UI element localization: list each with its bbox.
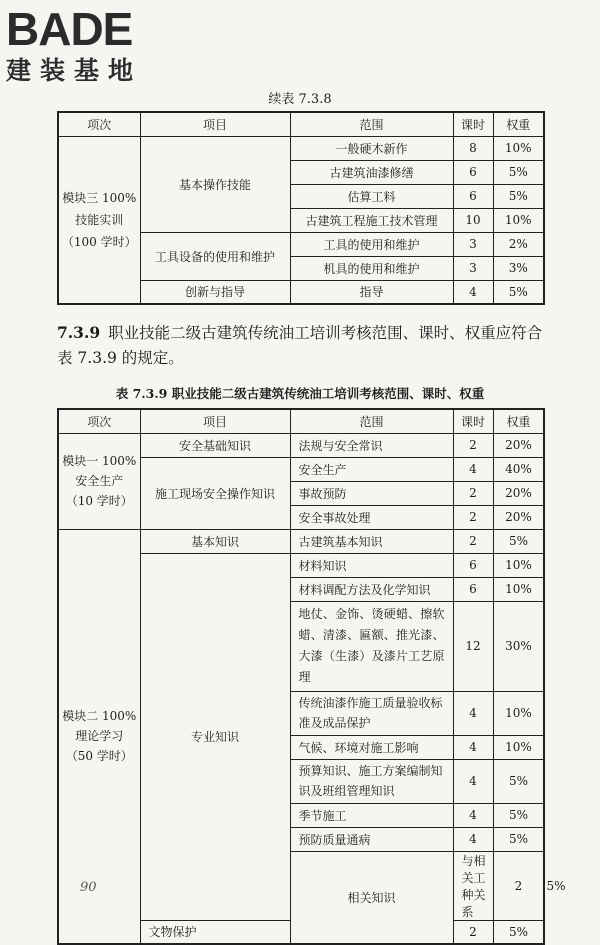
range-cell: 气候、环境对施工影响 <box>290 735 453 759</box>
header-cell: 项次 <box>58 409 140 433</box>
range-cell: 传统油漆作施工质量验收标准及成品保护 <box>290 691 453 735</box>
range-cell: 古建筑工程施工技术管理 <box>290 208 453 232</box>
item-cell: 安全基础知识 <box>140 433 290 457</box>
table-row <box>58 433 544 457</box>
range-cell: 安全生产 <box>290 457 453 481</box>
item-cell: 专业知识 <box>140 553 290 920</box>
item-cell: 基本知识 <box>140 529 290 553</box>
hours-cell: 4 <box>453 735 493 759</box>
hours-cell: 4 <box>453 827 493 851</box>
hours-cell: 2 <box>453 433 493 457</box>
range-cell: 工具的使用和维护 <box>290 232 453 256</box>
item-cell: 工具设备的使用和维护 <box>140 232 290 280</box>
table-row <box>58 136 544 160</box>
hours-cell: 12 <box>453 601 493 691</box>
range-cell: 指导 <box>290 280 453 304</box>
module-cell: 模块二 100% 理论学习 （50 学时） <box>58 529 140 944</box>
header-cell: 项次 <box>58 112 140 136</box>
table2-caption: 表 7.3.9 职业技能二级古建筑传统油工培训考核范围、课时、权重 <box>115 386 485 401</box>
range-cell: 季节施工 <box>290 803 453 827</box>
range-cell: 材料知识 <box>290 553 453 577</box>
weight-cell: 10% <box>493 577 544 601</box>
weight-cell: 5% <box>493 803 544 827</box>
range-cell: 材料调配方法及化学知识 <box>290 577 453 601</box>
range-cell: 安全事故处理 <box>290 505 453 529</box>
header-cell: 课时 <box>453 409 493 433</box>
range-cell: 事故预防 <box>290 481 453 505</box>
module-cell: 模块一 100% 安全生产 （10 学时） <box>58 433 140 529</box>
hours-cell: 4 <box>453 691 493 735</box>
table-7-3-9 <box>57 408 566 945</box>
logo-wordmark: BADE <box>6 3 133 55</box>
item-cell: 相关知识 <box>290 851 453 944</box>
weight-cell: 10% <box>493 208 544 232</box>
logo-subtitle: 建装基地 <box>6 56 143 85</box>
weight-cell: 10% <box>493 691 544 735</box>
range-cell: 预算知识、施工方案编制知识及班组管理知识 <box>290 759 453 803</box>
page-number: 90 <box>80 880 97 895</box>
header-cell: 权重 <box>493 409 544 433</box>
range-cell: 估算工料 <box>290 184 453 208</box>
header-cell: 权重 <box>493 112 544 136</box>
section-number: 7.3.9 <box>57 323 101 342</box>
weight-cell: 5% <box>493 529 544 553</box>
hours-cell: 2 <box>453 920 493 944</box>
item-cell: 施工现场安全操作知识 <box>140 457 290 529</box>
header-cell: 项目 <box>140 112 290 136</box>
header-cell: 范围 <box>290 112 453 136</box>
weight-cell: 3% <box>493 256 544 280</box>
table2-header-row <box>58 409 544 433</box>
hours-cell: 10 <box>453 208 493 232</box>
range-cell: 地仗、金饰、烫硬蜡、擦软蜡、清漆、匾额、推光漆、大漆（生漆）及漆片工艺原理 <box>290 601 453 691</box>
hours-cell: 6 <box>453 577 493 601</box>
hours-cell: 6 <box>453 184 493 208</box>
weight-cell: 10% <box>493 735 544 759</box>
hours-cell: 2 <box>493 851 544 920</box>
hours-cell: 8 <box>453 136 493 160</box>
range-cell: 法规与安全常识 <box>290 433 453 457</box>
table1-header-row <box>58 112 544 136</box>
range-cell: 文物保护 <box>140 920 290 944</box>
header-cell: 项目 <box>140 409 290 433</box>
logo <box>6 4 142 86</box>
weight-cell: 20% <box>493 481 544 505</box>
hours-cell: 3 <box>453 232 493 256</box>
range-cell: 一般硬木新作 <box>290 136 453 160</box>
weight-cell: 20% <box>493 433 544 457</box>
hours-cell: 2 <box>453 505 493 529</box>
table-row: 相关知识 与相关工种关系 2 5% <box>58 851 544 920</box>
weight-cell: 2% <box>493 232 544 256</box>
range-cell: 机具的使用和维护 <box>290 256 453 280</box>
weight-cell: 5% <box>493 920 544 944</box>
hours-cell: 6 <box>453 160 493 184</box>
hours-cell: 4 <box>453 457 493 481</box>
weight-cell: 5% <box>493 759 544 803</box>
hours-cell: 3 <box>453 256 493 280</box>
weight-cell: 10% <box>493 136 544 160</box>
header-cell: 范围 <box>290 409 453 433</box>
header-cell: 课时 <box>453 112 493 136</box>
weight-cell: 5% <box>493 184 544 208</box>
weight-cell: 30% <box>493 601 544 691</box>
range-cell: 预防质量通病 <box>290 827 453 851</box>
hours-cell: 2 <box>453 529 493 553</box>
section-paragraph <box>57 320 547 371</box>
table-7-3-8-continued <box>57 111 545 305</box>
item-cell: 基本操作技能 <box>140 136 290 232</box>
hours-cell: 4 <box>453 759 493 803</box>
hours-cell: 2 <box>453 481 493 505</box>
weight-cell: 5% <box>493 827 544 851</box>
range-cell: 古建筑油漆修缮 <box>290 160 453 184</box>
section-text: 职业技能二级古建筑传统油工培训考核范围、课时、权重应符合表 7.3.9 的规定。 <box>57 324 543 367</box>
range-cell: 古建筑基本知识 <box>290 529 453 553</box>
hours-cell: 6 <box>453 553 493 577</box>
weight-cell: 40% <box>493 457 544 481</box>
hours-cell: 4 <box>453 280 493 304</box>
weight-cell: 5% <box>493 160 544 184</box>
weight-cell: 10% <box>493 553 544 577</box>
table-row <box>58 529 544 553</box>
range-cell: 与相关工种关系 <box>453 851 493 920</box>
item-cell: 创新与指导 <box>140 280 290 304</box>
weight-cell: 5% <box>493 280 544 304</box>
module-cell: 模块三 100% 技能实训 （100 学时） <box>58 136 140 304</box>
weight-cell: 20% <box>493 505 544 529</box>
hours-cell: 4 <box>453 803 493 827</box>
table1-caption: 续表 7.3.8 <box>268 92 332 107</box>
